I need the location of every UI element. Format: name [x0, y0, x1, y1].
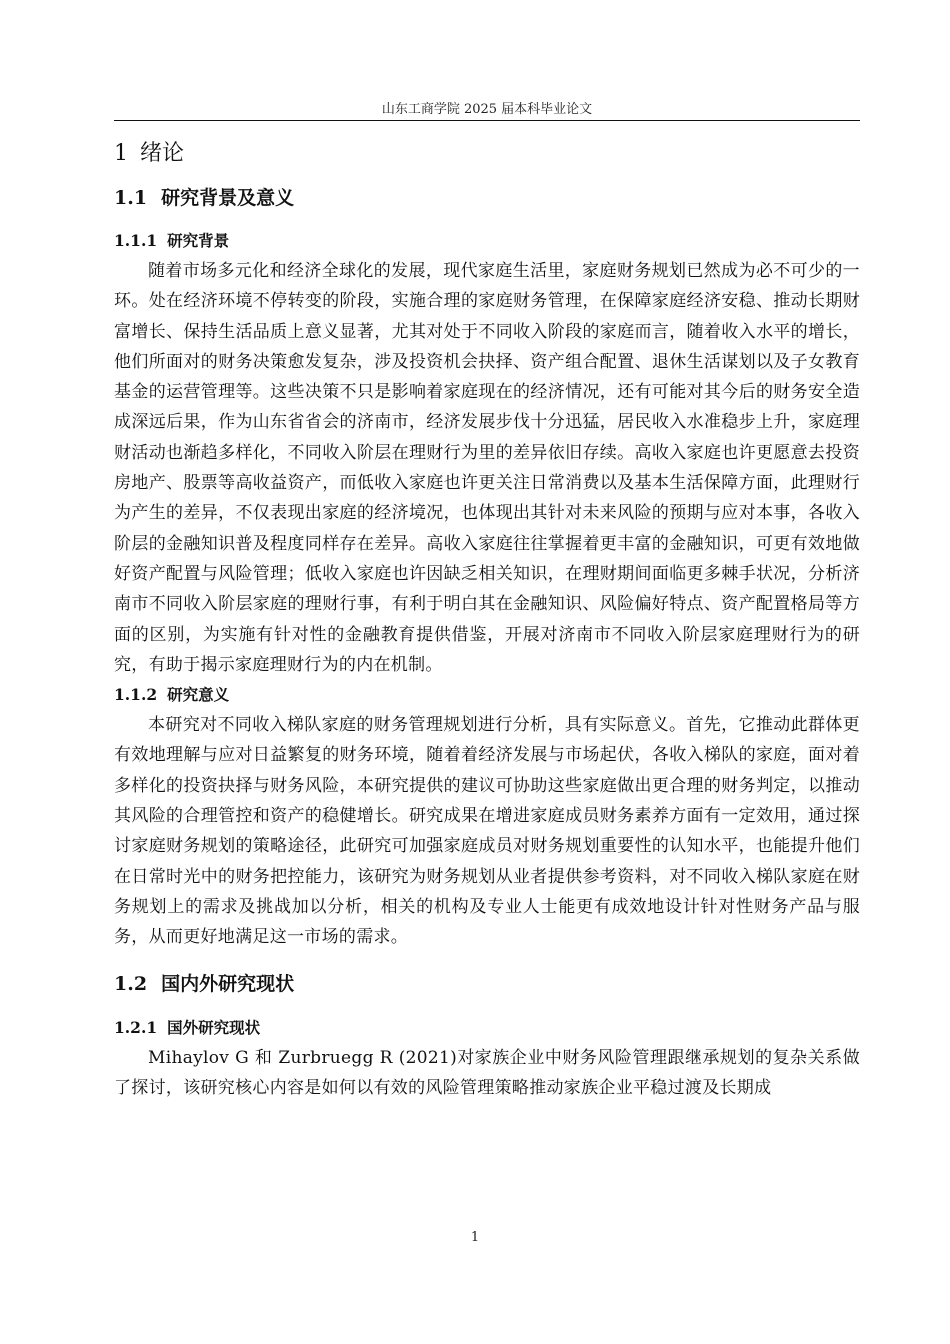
- section-heading-1-2: [114, 969, 860, 999]
- header-rule: [114, 120, 860, 121]
- chapter-number: 1: [114, 141, 128, 166]
- subsection-heading-1-2-1: [114, 1015, 860, 1041]
- subsection-number: 1.2.1: [114, 1017, 158, 1037]
- section-number: 1.1: [114, 187, 148, 209]
- section-title: 研究背景及意义: [161, 187, 295, 209]
- running-header: 山东工商学院 2025 届本科毕业论文: [381, 102, 593, 117]
- page-number: 1: [470, 1230, 480, 1245]
- subsection-title: 研究意义: [167, 685, 230, 705]
- chapter-title: 绪论: [140, 141, 185, 166]
- subsection-number: 1.1.2: [114, 685, 158, 705]
- section-title: 国内外研究现状: [161, 972, 295, 995]
- document-body: [114, 138, 860, 1103]
- paragraph-research-background: 随着市场多元化和经济全球化的发展，现代家庭生活里，家庭财务规划已然成为必不可少的一环。处在经济环境不停转变的阶段，实施合理的家庭财务管理，在保障家庭经济安稳、推动长期财富增长、保持生活品质上意义显著，尤其对处于不同收入阶段的家庭而言，随着收入水平的增长，他们所面对的财务决策愈发复杂，涉及投资机会抉择、资产组合配置、退休生活谋划以及子女教育基金的运营管理等。这些决策不只是影响着家庭现在的经济情况，还有可能对其今后的财务安全造成深远后果，作为山东省省会的济南市，经济发展步伐十分迅猛，居民收入水准稳步上升，家庭理财活动也渐趋多样化，不同收入阶层在理财行为里的差异依旧存续。高收入家庭也许更愿意去投资房地产、股票等高收益资产，而低收入家庭也许更关注日常消费以及基本生活保障方面，此理财行为产生的差异，不仅表现出家庭的经济境况，也体现出其针对未来风险的预期与应对本事，各收入阶层的金融知识普及程度同样存在差异。高收入家庭往往掌握着更丰富的金融知识，可更有效地做好资产配置与风险管理；低收入家庭也许因缺乏相关知识，在理财期间面临更多棘手状况，分析济南市不同收入阶层家庭的理财行事，有利于明白其在金融知识、风险偏好特点、资产配置格局等方面的区别，为实施有针对性的金融教育提供借鉴，开展对济南市不同收入阶层家庭理财行为的研究，有助于揭示家庭理财行为的内在机制。: [114, 261, 860, 675]
- paragraph-foreign-research: Mihaylov G 和 Zurbruegg R (2021)对家族企业中财务风险管理跟继承规划的复杂关系做了探讨，该研究核心内容是如何以有效的风险管理策略推动家族企业平稳过渡及长期成: [114, 1047, 860, 1098]
- subsection-title: 国外研究现状: [167, 1017, 261, 1037]
- chapter-heading: [114, 138, 860, 170]
- section-number: 1.2: [114, 972, 148, 995]
- subsection-heading-1-1-1: [114, 228, 860, 254]
- subsection-title: 研究背景: [167, 231, 230, 250]
- paragraph-research-significance: 本研究对不同收入梯队家庭的财务管理规划进行分析，具有实际意义。首先，它推动此群体更有效地理解与应对日益繁复的财务环境，随着着经济发展与市场起伏，各收入梯队的家庭，面对着多样化的投资抉择与财务风险，本研究提供的建议可协助这些家庭做出更合理的财务判定，以推动其风险的合理管控和资产的稳健增长。研究成果在增进家庭成员财务素养方面有一定效用，通过探讨家庭财务规划的策略途径，此研究可加强家庭成员对财务规划重要性的认知水平，也能提升他们在日常时光中的财务把控能力，该研究为财务规划从业者提供参考资料，对不同收入梯队家庭在财务规划上的需求及挑战加以分析，相关的机构及专业人士能更有成效地设计针对性财务产品与服务，从而更好地满足这一市场的需求。: [114, 715, 860, 948]
- subsection-number: 1.1.1: [114, 231, 158, 250]
- subsection-heading-1-1-2: [114, 682, 860, 708]
- section-heading-1-1: [114, 183, 860, 213]
